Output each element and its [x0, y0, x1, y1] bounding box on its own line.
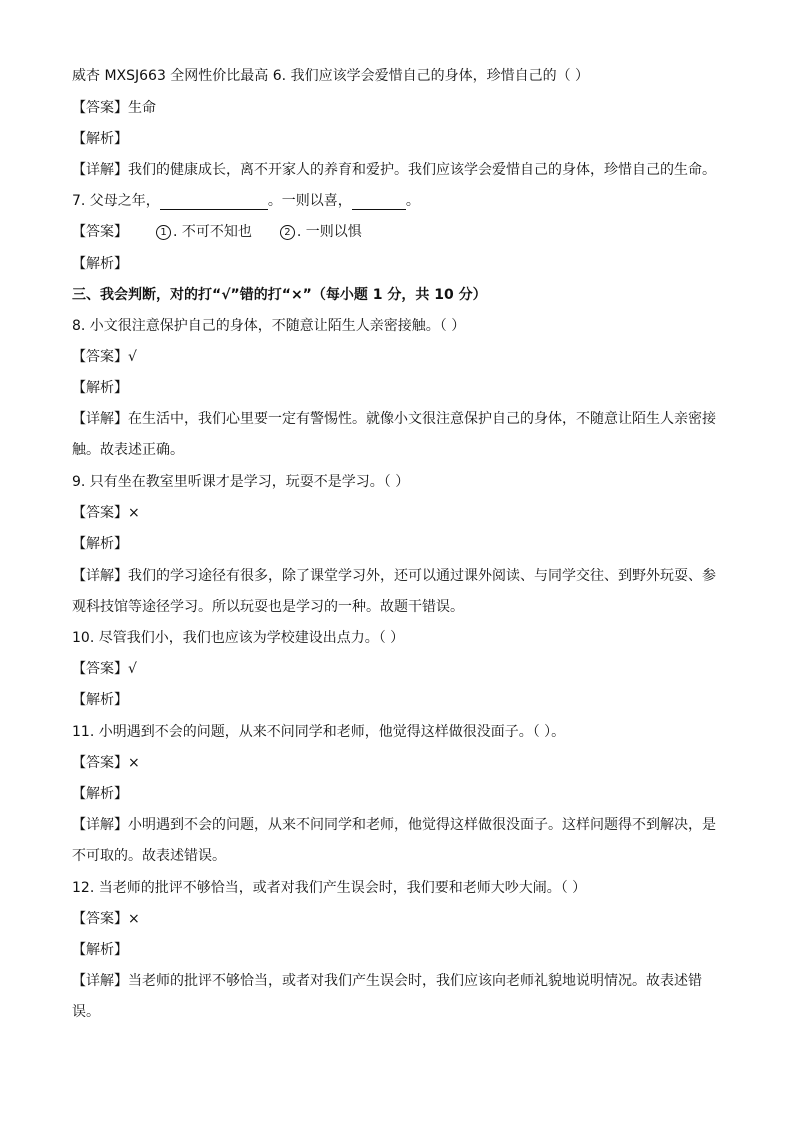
answer-7 — [72, 223, 722, 241]
analysis-label-10: 【解析】 — [72, 692, 128, 708]
analysis-label-8: 【解析】 — [72, 380, 128, 396]
explanation-6: 【详解】我们的健康成长，离不开家人的养育和爱护。我们应该学会爱惜自己的身体，珍惜自己的生命。 — [72, 162, 716, 178]
answer-7-part1: . 不可不知也 — [173, 224, 252, 240]
circled-number-1: 1 — [156, 225, 171, 240]
question-7-suffix: 。 — [405, 193, 420, 209]
answer-6: 【答案】生命 — [72, 100, 156, 116]
question-9: 9. 只有坐在教室里听课才是学习，玩耍不是学习。（ ） — [72, 474, 410, 490]
question-6: 威杏 MXSJ663 全网性价比最高 6. 我们应该学会爱惜自己的身体，珍惜自己的（ ） — [72, 68, 590, 84]
analysis-label-6: 【解析】 — [72, 131, 128, 147]
explanation-9: 【详解】我们的学习途径有很多，除了课堂学习外，还可以通过课外阅读、与同学交往、到野外玩耍、参观科技馆等途径学习。所以玩耍也是学习的一种。故题干错误。 — [72, 568, 716, 615]
explanation-11: 【详解】小明遇到不会的问题，从来不问同学和老师，他觉得这样做很没面子。这样问题得不到解决，是不可取的。故表述错误。 — [72, 817, 716, 864]
fill-blank-1 — [160, 194, 268, 210]
question-10: 10. 尽管我们小，我们也应该为学校建设出点力。（ ） — [72, 630, 405, 646]
answer-8: 【答案】√ — [72, 349, 137, 365]
question-7-mid: 。一则以喜， — [267, 193, 352, 209]
section-heading-3: 三、我会判断，对的打“√”错的打“×”（每小题 1 分，共 10 分） — [72, 287, 487, 303]
question-12: 12. 当老师的批评不够恰当，或者对我们产生误会时，我们要和老师大吵大闹。（ ） — [72, 880, 587, 896]
question-7-prefix: 7. 父母之年， — [72, 193, 160, 209]
analysis-label-11: 【解析】 — [72, 786, 128, 802]
explanation-8: 【详解】在生活中，我们心里要一定有警惕性。就像小文很注意保护自己的身体，不随意让陌生人亲密接触。故表述正确。 — [72, 411, 716, 458]
question-8: 8. 小文很注意保护自己的身体，不随意让陌生人亲密接触。（ ） — [72, 318, 466, 334]
analysis-label-12: 【解析】 — [72, 942, 128, 958]
question-11: 11. 小明遇到不会的问题，从来不问同学和老师，他觉得这样做很没面子。（ ）。 — [72, 724, 566, 740]
answer-10: 【答案】√ — [72, 661, 137, 677]
answer-7-label: 【答案】 — [72, 224, 128, 240]
analysis-label-9: 【解析】 — [72, 536, 128, 552]
circled-number-2: 2 — [280, 225, 295, 240]
question-7 — [72, 192, 722, 210]
answer-9: 【答案】× — [72, 505, 140, 521]
answer-11: 【答案】× — [72, 755, 140, 771]
analysis-label-7: 【解析】 — [72, 256, 128, 272]
explanation-12: 【详解】当老师的批评不够恰当，或者对我们产生误会时，我们应该向老师礼貌地说明情况。故表述错误。 — [72, 973, 702, 1020]
answer-12: 【答案】× — [72, 911, 140, 927]
answer-7-part2: . 一则以惧 — [296, 224, 362, 240]
fill-blank-2 — [352, 194, 406, 210]
